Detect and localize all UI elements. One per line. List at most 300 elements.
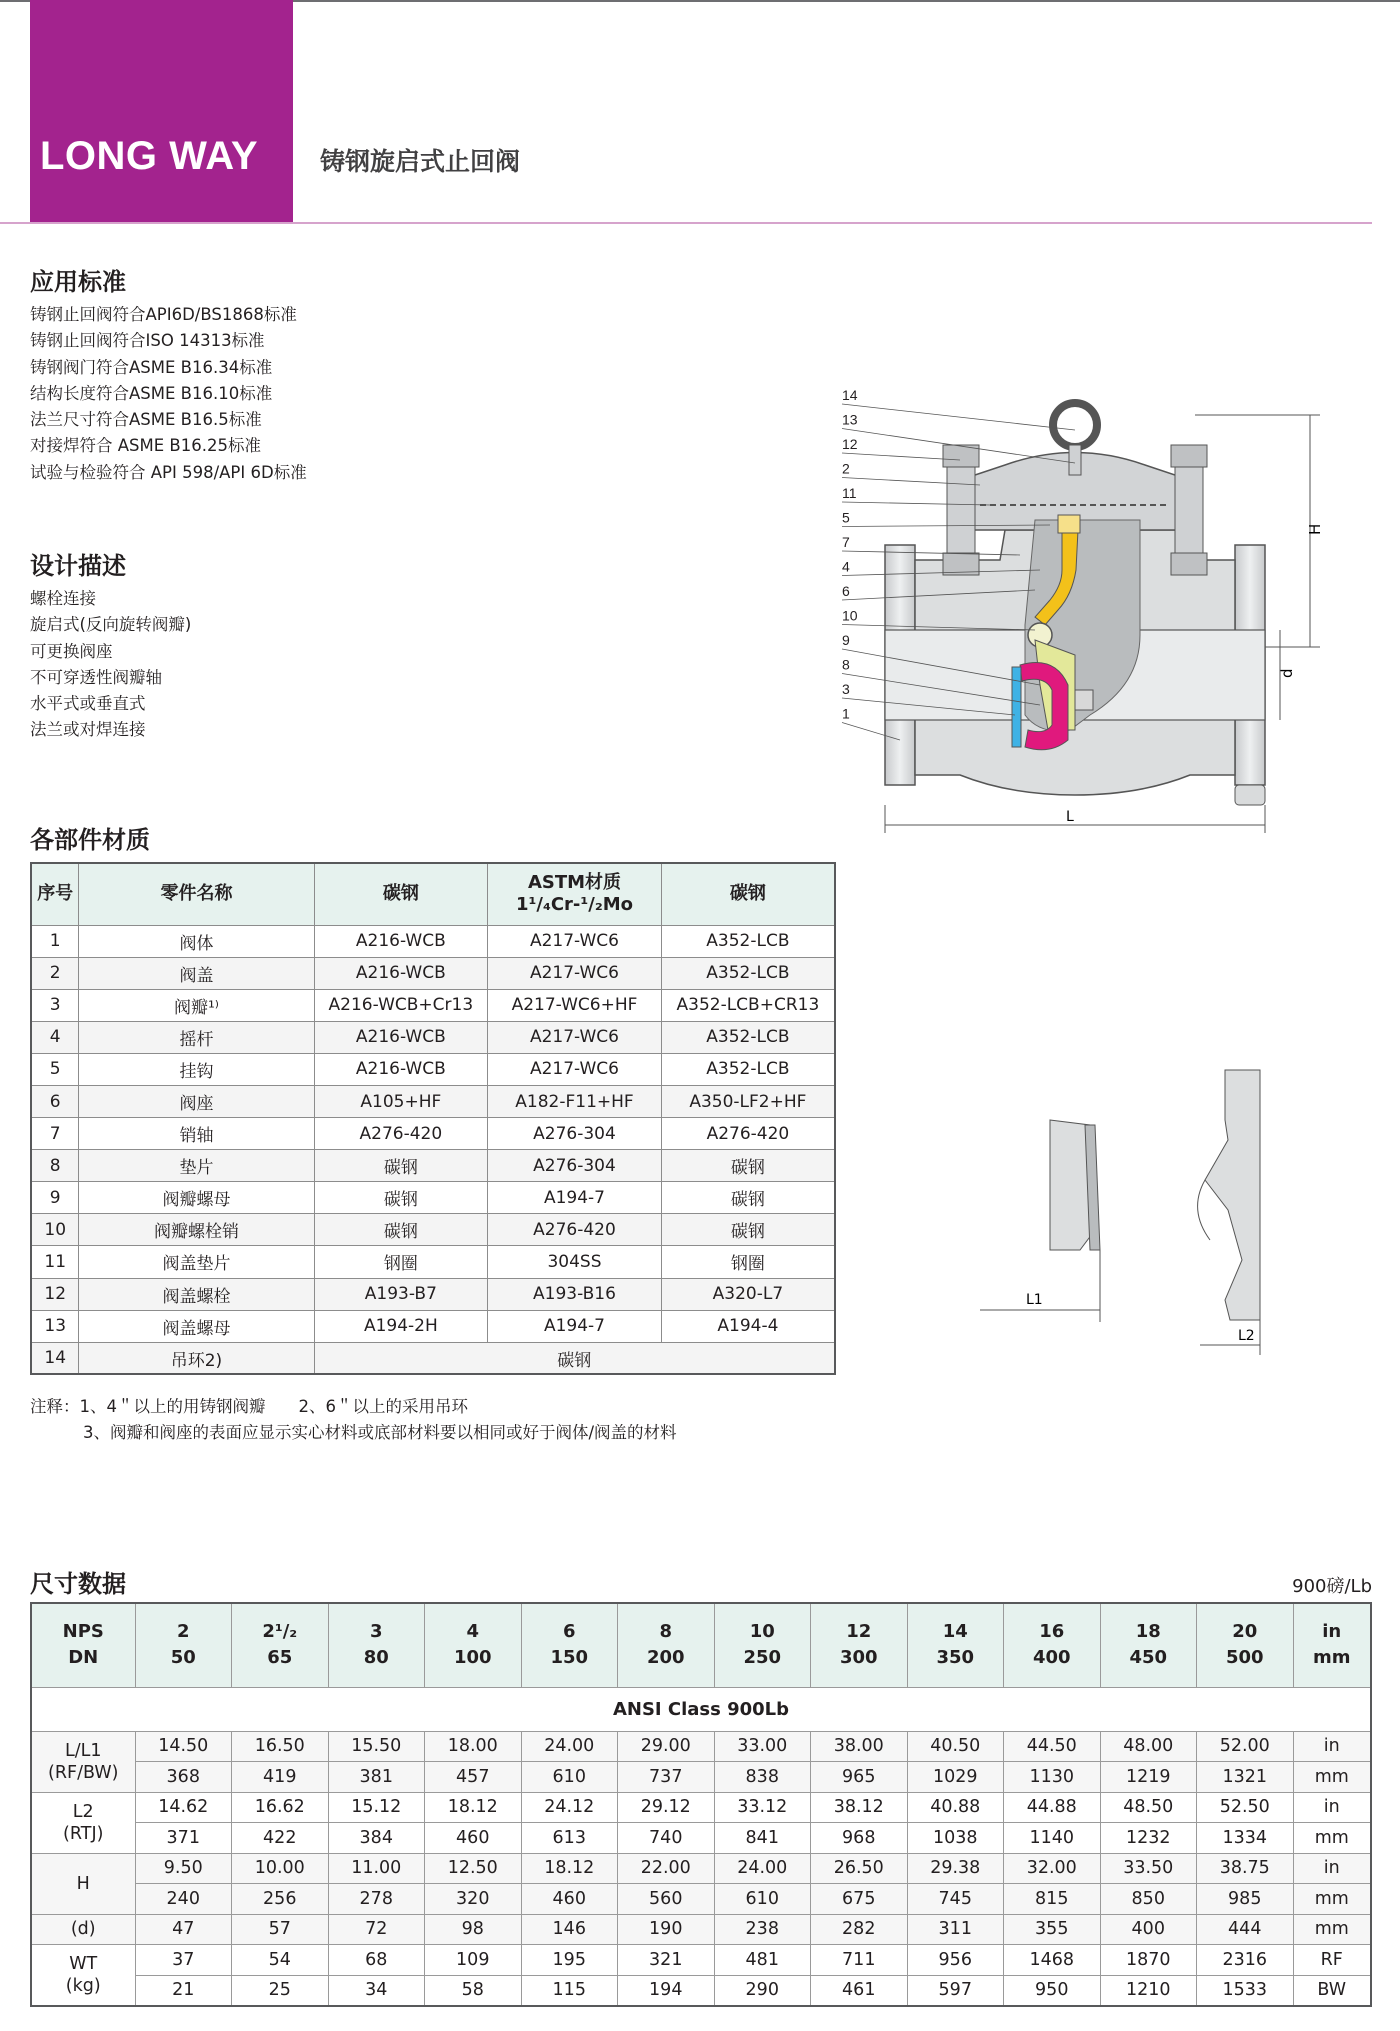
dn-value: 450: [1129, 1647, 1168, 1669]
table-row: [31, 957, 835, 989]
callout-leader: [842, 551, 1020, 555]
material-cell: 10: [31, 1214, 79, 1246]
callout-label: 6: [842, 583, 850, 599]
callout-label: 9: [842, 632, 850, 648]
dim-value: 14.62: [135, 1792, 232, 1823]
dim-value: 613: [521, 1823, 618, 1854]
dn-value: 80: [363, 1647, 389, 1669]
dn-value: 500: [1225, 1647, 1264, 1669]
row-label: [31, 1792, 135, 1853]
nps-value: 20: [1232, 1621, 1258, 1643]
dim-value: 146: [521, 1914, 618, 1945]
callout-label: 13: [842, 411, 858, 428]
material-cell: 304SS: [488, 1246, 662, 1278]
dn-value: 100: [453, 1647, 492, 1669]
table-row: [31, 1823, 1371, 1854]
nps-value: 16: [1039, 1621, 1065, 1643]
material-cell: 6: [31, 1085, 79, 1117]
dim-value: 68: [328, 1945, 425, 1976]
dim-value: 1533: [1197, 1975, 1294, 2006]
col-size: [907, 1603, 1004, 1687]
dim-L-label: L: [1066, 809, 1074, 825]
dim-value: 12.50: [425, 1853, 522, 1884]
dim-value: 278: [328, 1884, 425, 1915]
row-label: (d): [31, 1914, 135, 1945]
dim-value: 9.50: [135, 1853, 232, 1884]
material-cell: A276-420: [314, 1118, 488, 1150]
pressure-class-label: 900磅/Lb: [1292, 1576, 1372, 1597]
unit-cell: mm: [1293, 1914, 1371, 1945]
row-label: [31, 1731, 135, 1792]
class-label: ANSI Class 900Lb: [31, 1687, 1371, 1731]
material-cell: 阀座: [79, 1085, 314, 1117]
dim-value: 815: [1004, 1884, 1101, 1915]
brand-logo: LONG WAY: [40, 134, 259, 178]
class-row: [31, 1687, 1371, 1731]
unit-mm: mm: [1312, 1647, 1351, 1669]
table-row: [31, 1310, 835, 1342]
dim-value: 21: [135, 1975, 232, 2006]
col-size: [618, 1603, 715, 1687]
dim-d-label: d: [1278, 668, 1296, 678]
material-cell: A194-7: [488, 1182, 662, 1214]
material-cell: A352-LCB+CR13: [661, 989, 835, 1021]
astm-line2: 1¹/₄Cr-¹/₂Mo: [515, 894, 634, 916]
dim-value: 190: [618, 1914, 715, 1945]
dim-value: 52.00: [1197, 1731, 1294, 1762]
dimensions-title: 尺寸数据: [30, 1570, 126, 1598]
col-size: [521, 1603, 618, 1687]
row-label-main: L2: [72, 1801, 94, 1822]
table-row: [31, 1792, 1371, 1823]
dim-value: 1130: [1004, 1762, 1101, 1793]
material-cell: 销轴: [79, 1118, 314, 1150]
material-cell: A216-WCB: [314, 1053, 488, 1085]
dim-value: 355: [1004, 1914, 1101, 1945]
row-label-sub: (RF/BW): [48, 1762, 119, 1783]
dn-value: 350: [936, 1647, 975, 1669]
dim-value: 745: [907, 1884, 1004, 1915]
row-label-main: L/L1: [64, 1740, 102, 1761]
table-row: [31, 1085, 835, 1117]
dim-value: 29.12: [618, 1792, 715, 1823]
material-cell: 挂钩: [79, 1053, 314, 1085]
dim-value: 956: [907, 1945, 1004, 1976]
material-cell: 8: [31, 1150, 79, 1182]
callout-label: 8: [842, 656, 850, 673]
dim-value: 610: [521, 1762, 618, 1793]
dim-value: 711: [811, 1945, 908, 1976]
material-cell: A193-B16: [488, 1278, 662, 1310]
table-row: [31, 1342, 835, 1374]
table-row: [31, 1884, 1371, 1915]
dim-value: 965: [811, 1762, 908, 1793]
material-cell: A350-LF2+HF: [661, 1085, 835, 1117]
nps-value: 18: [1135, 1621, 1161, 1643]
dim-value: 321: [618, 1945, 715, 1976]
col-size: [1004, 1603, 1101, 1687]
material-cell: 碳钢: [314, 1214, 488, 1246]
material-cell: 阀瓣螺母: [79, 1182, 314, 1214]
dim-value: 422: [232, 1823, 329, 1854]
standard-item: 试验与检验符合 API 598/API 6D标准: [30, 462, 307, 482]
dim-value: 58: [425, 1975, 522, 2006]
material-cell: A216-WCB: [314, 1021, 488, 1053]
col-astm: [488, 863, 662, 925]
material-cell: 碳钢: [661, 1182, 835, 1214]
dim-value: 72: [328, 1914, 425, 1945]
dim-value: 40.88: [907, 1792, 1004, 1823]
dim-value: 675: [811, 1884, 908, 1915]
dim-value: 968: [811, 1823, 908, 1854]
dim-value: 1140: [1004, 1823, 1101, 1854]
nps-value: 8: [659, 1621, 673, 1643]
material-cell: A276-304: [488, 1118, 662, 1150]
material-cell: A217-WC6: [488, 1021, 662, 1053]
dim-value: 98: [425, 1914, 522, 1945]
material-cell: A193-B7: [314, 1278, 488, 1310]
material-cell: 阀盖垫片: [79, 1246, 314, 1278]
material-cell: 碳钢: [661, 1150, 835, 1182]
dim-value: 2316: [1197, 1945, 1294, 1976]
table-row: [31, 1853, 1371, 1884]
dim-value: 850: [1100, 1884, 1197, 1915]
dim-value: 24.00: [521, 1731, 618, 1762]
dim-value: 29.00: [618, 1731, 715, 1762]
dim-value: 24.12: [521, 1792, 618, 1823]
dim-value: 1232: [1100, 1823, 1197, 1854]
dim-value: 11.00: [328, 1853, 425, 1884]
dim-value: 34: [328, 1975, 425, 2006]
dim-value: 15.50: [328, 1731, 425, 1762]
dim-value: 560: [618, 1884, 715, 1915]
row-label-sub: (RTJ): [63, 1823, 104, 1844]
dim-value: 597: [907, 1975, 1004, 2006]
material-cell: A320-L7: [661, 1278, 835, 1310]
dim-value: 18.12: [425, 1792, 522, 1823]
nps-value: 2: [176, 1621, 190, 1643]
dim-value: 18.12: [521, 1853, 618, 1884]
col-unit: [1293, 1603, 1371, 1687]
design-item: 螺栓连接: [30, 589, 96, 608]
dn-value: 50: [170, 1647, 196, 1669]
dim-value: 16.62: [232, 1792, 329, 1823]
dim-value: 25: [232, 1975, 329, 2006]
col-lowtemp: 碳钢: [661, 863, 835, 925]
dim-value: 419: [232, 1762, 329, 1793]
material-cell: 碳钢: [314, 1150, 488, 1182]
dim-value: 57: [232, 1914, 329, 1945]
dim-value: 1038: [907, 1823, 1004, 1854]
dim-value: 461: [811, 1975, 908, 2006]
material-cell: 14: [31, 1342, 79, 1374]
dim-value: 10.00: [232, 1853, 329, 1884]
dim-value: 37: [135, 1945, 232, 1976]
nps-value: 6: [562, 1621, 576, 1643]
material-cell: 13: [31, 1310, 79, 1342]
astm-line1: ASTM材质: [527, 872, 622, 894]
material-cell: A194-7: [488, 1310, 662, 1342]
dim-value: 1029: [907, 1762, 1004, 1793]
dim-value: 985: [1197, 1884, 1294, 1915]
material-cell: 2: [31, 957, 79, 989]
dim-value: 238: [714, 1914, 811, 1945]
materials-table: [30, 862, 836, 1375]
col-part-name: 零件名称: [79, 863, 314, 925]
dim-value: 737: [618, 1762, 715, 1793]
material-cell: 阀盖螺母: [79, 1310, 314, 1342]
dim-value: 256: [232, 1884, 329, 1915]
material-cell: 碳钢: [314, 1342, 835, 1374]
material-cell: 4: [31, 1021, 79, 1053]
dim-value: 481: [714, 1945, 811, 1976]
design-list: [30, 586, 191, 744]
dim-L1-label: L1: [1026, 1292, 1043, 1308]
table-row: [31, 1945, 1371, 1976]
standard-item: 铸钢止回阀符合API6D/BS1868标准: [30, 305, 297, 324]
material-cell: 钢圈: [314, 1246, 488, 1278]
header-rule: [0, 222, 1372, 224]
dim-value: 368: [135, 1762, 232, 1793]
material-cell: A182-F11+HF: [488, 1085, 662, 1117]
material-cell: A105+HF: [314, 1085, 488, 1117]
row-label: [31, 1853, 135, 1914]
material-cell: 3: [31, 989, 79, 1021]
dn-value: 150: [550, 1647, 589, 1669]
col-size: [328, 1603, 425, 1687]
dn-value: 65: [267, 1647, 293, 1669]
dim-value: 16.50: [232, 1731, 329, 1762]
dim-value: 14.50: [135, 1731, 232, 1762]
material-cell: A352-LCB: [661, 925, 835, 957]
nps-value: 14: [942, 1621, 968, 1643]
brand-block: [30, 0, 293, 222]
row-label-main: H: [76, 1873, 90, 1894]
dim-value: 24.00: [714, 1853, 811, 1884]
standards-list: [30, 302, 307, 486]
unit-in: in: [1322, 1621, 1342, 1643]
material-cell: A276-420: [488, 1214, 662, 1246]
material-cell: A194-4: [661, 1310, 835, 1342]
dim-value: 22.00: [618, 1853, 715, 1884]
material-cell: 12: [31, 1278, 79, 1310]
dim-value: 195: [521, 1945, 618, 1976]
row-label-main: WT: [69, 1953, 98, 1974]
nps-label: NPS: [62, 1621, 104, 1643]
material-cell: 阀盖: [79, 957, 314, 989]
design-title: 设计描述: [30, 552, 126, 580]
material-cell: 7: [31, 1118, 79, 1150]
table-row: [31, 1053, 835, 1085]
material-cell: 5: [31, 1053, 79, 1085]
dim-value: 1334: [1197, 1823, 1294, 1854]
dim-value: 400: [1100, 1914, 1197, 1945]
dim-value: 52.50: [1197, 1792, 1294, 1823]
col-no: 序号: [31, 863, 79, 925]
material-cell: 阀体: [79, 925, 314, 957]
standard-item: 铸钢止回阀符合ISO 14313标准: [30, 331, 265, 351]
dim-value: 240: [135, 1884, 232, 1915]
dim-value: 1321: [1197, 1762, 1294, 1793]
material-cell: A352-LCB: [661, 957, 835, 989]
material-cell: A216-WCB+Cr13: [314, 989, 488, 1021]
dim-value: 38.12: [811, 1792, 908, 1823]
table-row: [31, 989, 835, 1021]
dim-value: 1210: [1100, 1975, 1197, 2006]
callout-label: 10: [842, 607, 858, 624]
table-row: [31, 1118, 835, 1150]
material-cell: A216-WCB: [314, 925, 488, 957]
dim-value: 33.50: [1100, 1853, 1197, 1884]
unit-cell: RF: [1293, 1945, 1371, 1976]
table-row: [31, 1278, 835, 1310]
dim-value: 950: [1004, 1975, 1101, 2006]
unit-cell: in: [1293, 1853, 1371, 1884]
table-row: [31, 1182, 835, 1214]
note-line-2: 3、阀瓣和阀座的表面应显示实心材料或底部材料要以相同或好于阀体/阀盖的材料: [83, 1423, 677, 1442]
material-cell: A194-2H: [314, 1310, 488, 1342]
dim-value: 290: [714, 1975, 811, 2006]
material-cell: A217-WC6: [488, 1053, 662, 1085]
row-label-sub: (kg): [65, 1975, 101, 1996]
design-item: 旋启式(反向旋转阀瓣): [30, 615, 192, 635]
end-profile-diagram: [960, 1060, 1320, 1360]
dim-H-label: H: [1306, 523, 1324, 535]
callout-label: 2: [842, 460, 850, 477]
note-line-1: 注释：1、4＂以上的用铸钢阀瓣 2、6＂以上的采用吊环: [30, 1397, 468, 1416]
material-cell: A216-WCB: [314, 957, 488, 989]
material-cell: A352-LCB: [661, 1053, 835, 1085]
dn-value: 250: [743, 1647, 782, 1669]
unit-cell: mm: [1293, 1762, 1371, 1793]
nps-value: 10: [749, 1621, 775, 1643]
material-cell: 阀盖螺栓: [79, 1278, 314, 1310]
dim-value: 38.75: [1197, 1853, 1294, 1884]
dim-value: 194: [618, 1975, 715, 2006]
dim-value: 38.00: [811, 1731, 908, 1762]
dim-value: 1468: [1004, 1945, 1101, 1976]
table-row: [31, 1914, 1371, 1945]
material-cell: 碳钢: [314, 1182, 488, 1214]
col-size: [135, 1603, 232, 1687]
unit-cell: in: [1293, 1792, 1371, 1823]
dim-value: 48.00: [1100, 1731, 1197, 1762]
material-cell: 9: [31, 1182, 79, 1214]
callout-label: 3: [842, 681, 850, 697]
standards-title: 应用标准: [30, 268, 126, 296]
dim-value: 838: [714, 1762, 811, 1793]
table-row: [31, 1246, 835, 1278]
dim-value: 47: [135, 1914, 232, 1945]
dim-value: 841: [714, 1823, 811, 1854]
standard-item: 结构长度符合ASME B16.10标准: [30, 383, 273, 403]
material-cell: A352-LCB: [661, 1021, 835, 1053]
dim-L2-label: L2: [1238, 1328, 1255, 1344]
material-cell: 1: [31, 925, 79, 957]
dim-value: 33.12: [714, 1792, 811, 1823]
dim-value: 29.38: [907, 1853, 1004, 1884]
callout-label: 11: [842, 485, 857, 501]
dim-value: 26.50: [811, 1853, 908, 1884]
dim-value: 740: [618, 1823, 715, 1854]
callout-label: 4: [842, 558, 850, 575]
table-row: [31, 1150, 835, 1182]
standard-item: 对接焊符合 ASME B16.25标准: [30, 436, 261, 456]
nps-value: 2¹/₂: [262, 1621, 298, 1643]
dimensions-table: [30, 1602, 1372, 2007]
table-row: [31, 1731, 1371, 1762]
dim-value: 384: [328, 1823, 425, 1854]
col-size: [425, 1603, 522, 1687]
dim-value: 1219: [1100, 1762, 1197, 1793]
dim-value: 32.00: [1004, 1853, 1101, 1884]
standard-item: 法兰尺寸符合ASME B16.5标准: [30, 410, 262, 430]
callout-leader: [842, 453, 960, 460]
col-carbon: 碳钢: [314, 863, 488, 925]
material-cell: 吊环2): [79, 1342, 314, 1374]
unit-cell: in: [1293, 1731, 1371, 1762]
material-cell: A217-WC6: [488, 957, 662, 989]
nps-value: 12: [846, 1621, 872, 1643]
callout-label: 12: [842, 436, 858, 452]
dim-value: 320: [425, 1884, 522, 1915]
dim-value: 381: [328, 1762, 425, 1793]
dim-value: 44.88: [1004, 1792, 1101, 1823]
design-item: 不可穿透性阀瓣轴: [30, 667, 162, 687]
table-row: [31, 1762, 1371, 1793]
material-cell: A276-304: [488, 1150, 662, 1182]
table-row: [31, 925, 835, 957]
design-item: 可更换阀座: [30, 641, 113, 661]
dim-value: 444: [1197, 1914, 1294, 1945]
unit-cell: mm: [1293, 1884, 1371, 1915]
notes: [30, 1394, 677, 1446]
callout-label: 5: [842, 509, 850, 526]
dim-value: 48.50: [1100, 1792, 1197, 1823]
material-cell: A276-420: [661, 1118, 835, 1150]
materials-title: 各部件材质: [30, 826, 150, 854]
material-cell: A217-WC6: [488, 925, 662, 957]
callout-label: 1: [842, 705, 850, 722]
material-cell: 阀瓣螺栓销: [79, 1214, 314, 1246]
dim-value: 54: [232, 1945, 329, 1976]
nps-value: 4: [466, 1621, 480, 1643]
callout-leader: [842, 404, 1075, 430]
material-cell: 钢圈: [661, 1246, 835, 1278]
dim-value: 311: [907, 1914, 1004, 1945]
callout-label: 14: [842, 387, 858, 403]
dim-value: 610: [714, 1884, 811, 1915]
dim-value: 115: [521, 1975, 618, 2006]
dim-value: 44.50: [1004, 1731, 1101, 1762]
design-item: 法兰或对焊连接: [30, 720, 146, 740]
col-size: [811, 1603, 908, 1687]
dim-value: 18.00: [425, 1731, 522, 1762]
dim-value: 15.12: [328, 1792, 425, 1823]
col-nps-dn: [31, 1603, 135, 1687]
dim-value: 457: [425, 1762, 522, 1793]
col-size: [1197, 1603, 1294, 1687]
col-size: [1100, 1603, 1197, 1687]
nps-value: 3: [369, 1621, 383, 1643]
material-cell: 摇杆: [79, 1021, 314, 1053]
dn-value: 200: [646, 1647, 685, 1669]
material-cell: 垫片: [79, 1150, 314, 1182]
dn-value: 300: [839, 1647, 878, 1669]
page-title: 铸钢旋启式止回阀: [320, 147, 521, 176]
callout-label: 7: [842, 534, 850, 550]
unit-cell: mm: [1293, 1823, 1371, 1854]
